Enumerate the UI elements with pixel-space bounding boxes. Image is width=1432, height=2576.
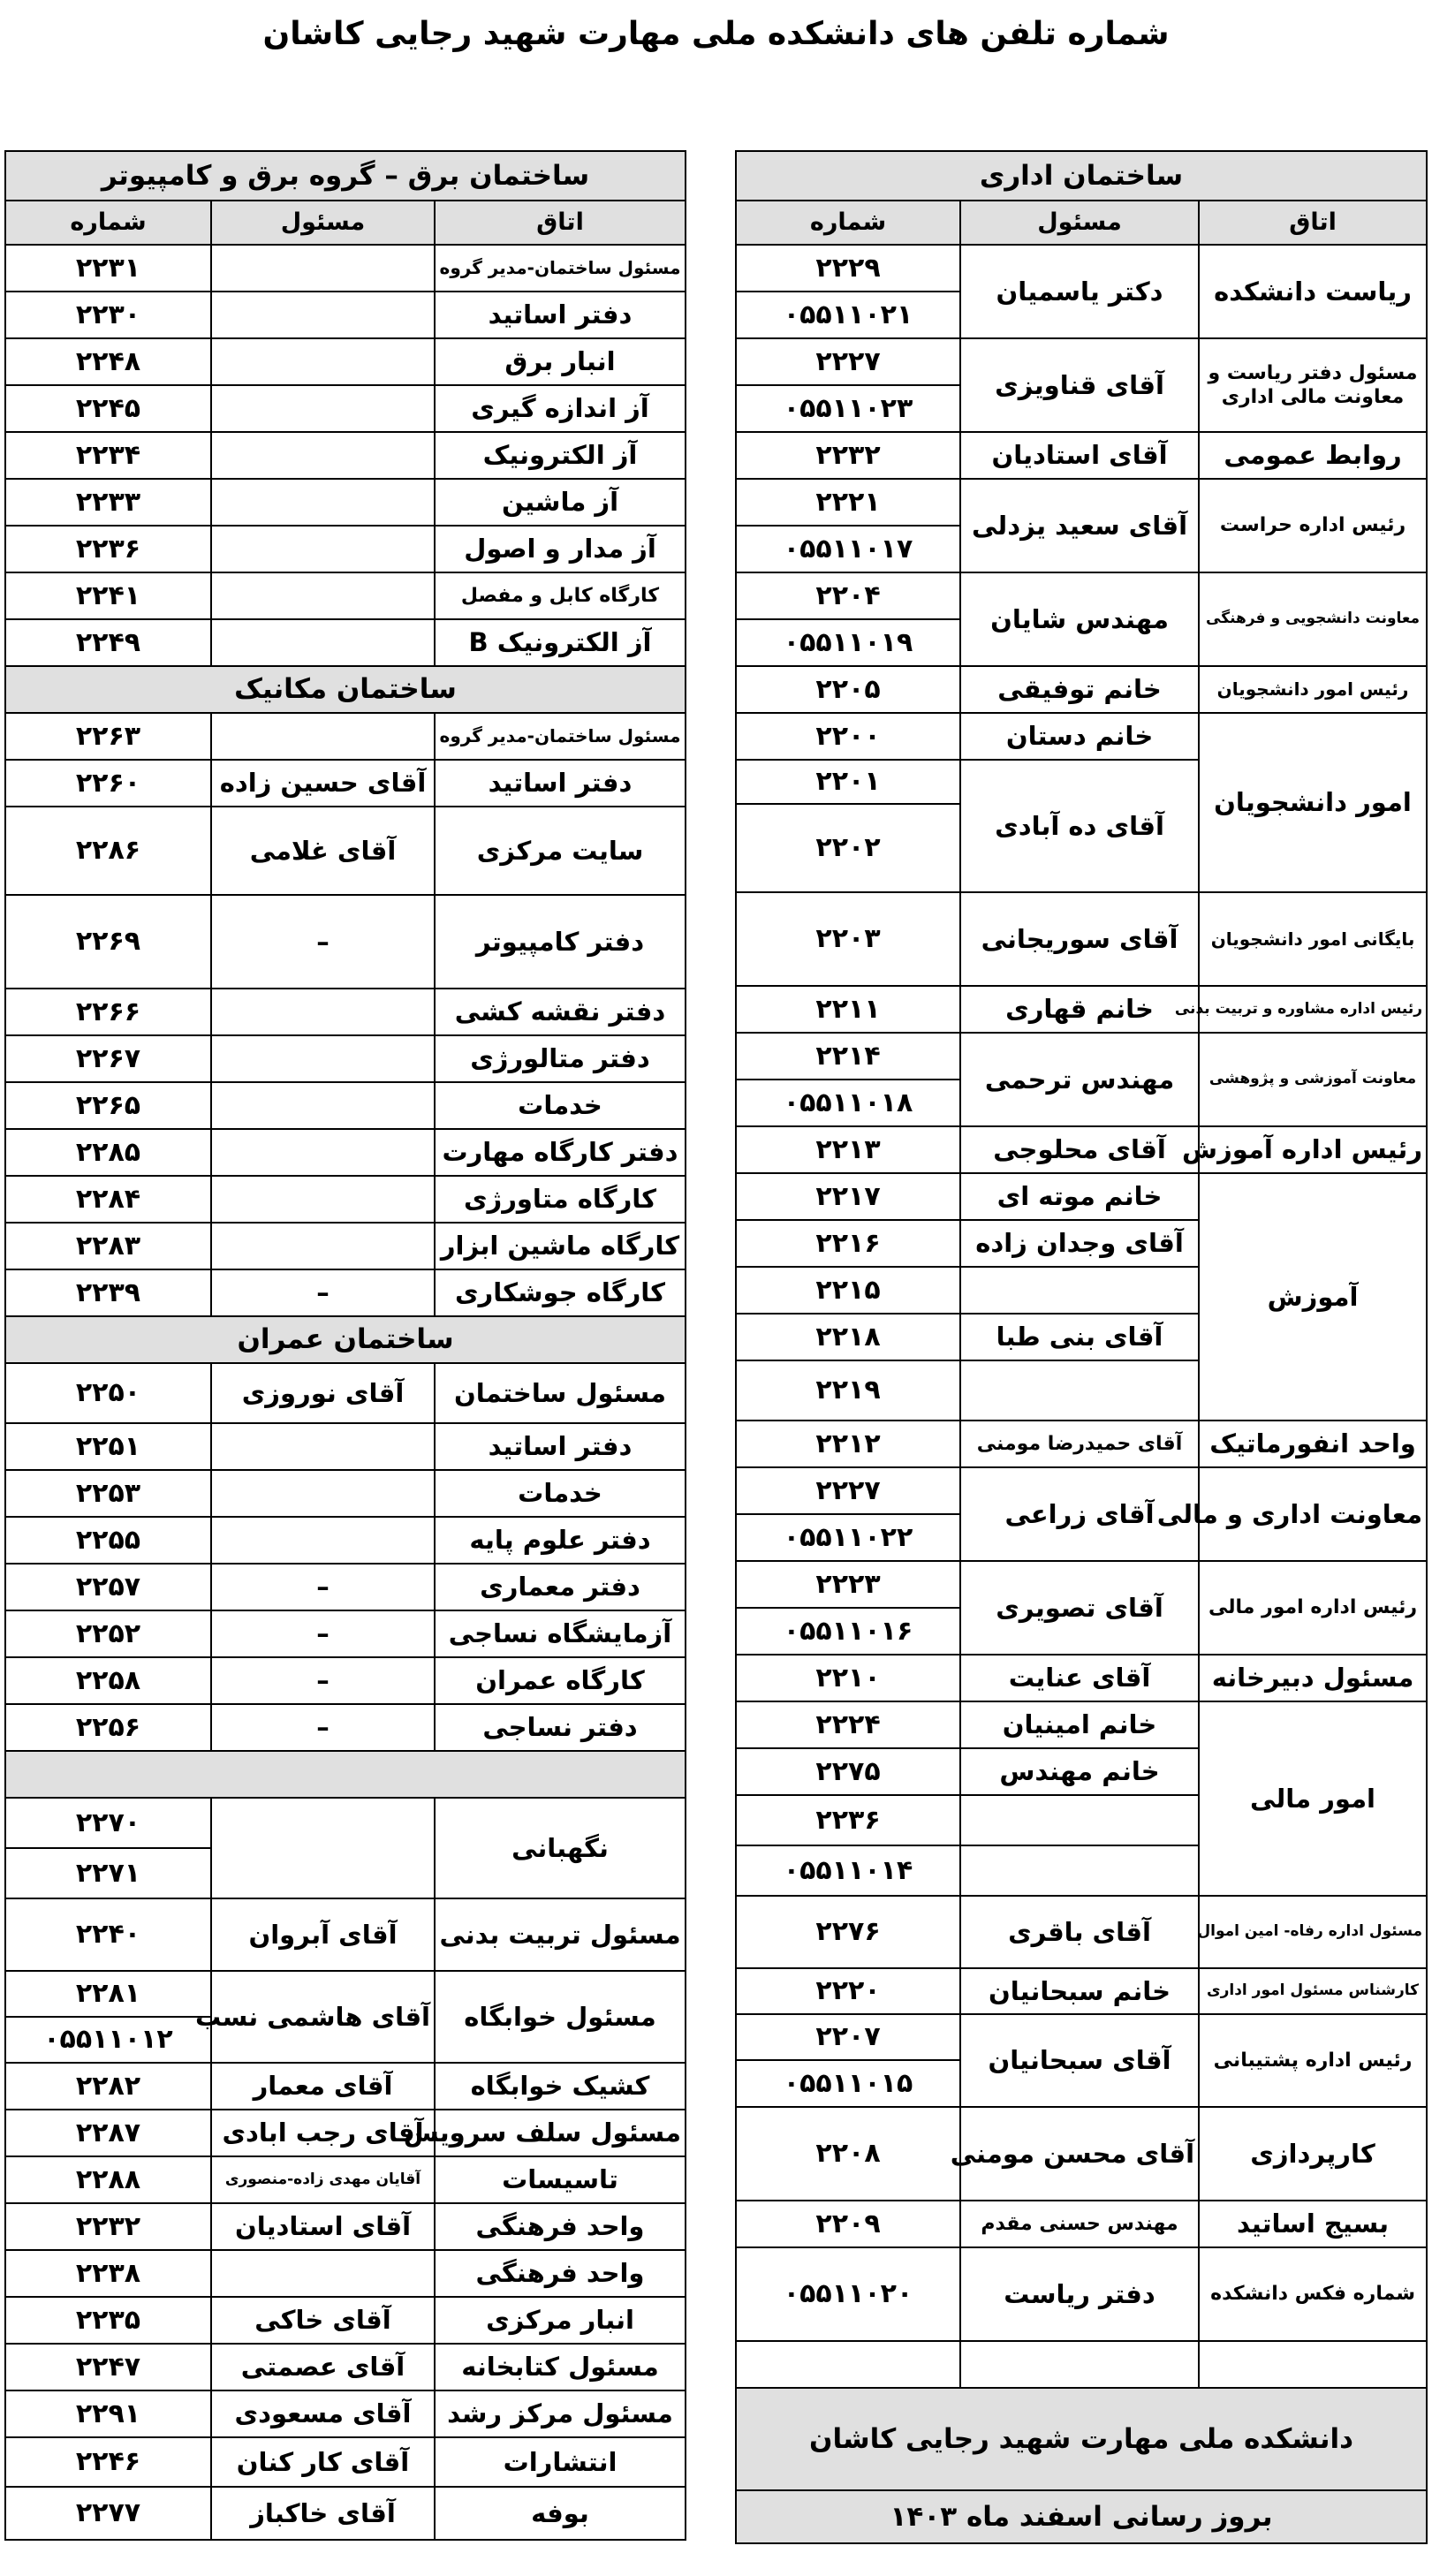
section-title-electrical: ساختمان برق – گروه برق و کامپیوتر	[5, 151, 686, 201]
room-cell: دفتر کامپیوتر	[435, 895, 686, 989]
page-title: شماره تلفن های دانشکده ملی مهارت شهید رجایی کاشان	[262, 16, 1170, 52]
room-cell: دفتر اساتید	[435, 760, 686, 807]
header-number: شماره	[736, 201, 960, 245]
person-cell: آقای تصویری	[960, 1561, 1199, 1655]
phone-number: ۲۲۰۲	[736, 804, 960, 892]
phone-number: ۲۲۳۴	[5, 432, 211, 479]
person-cell	[211, 526, 435, 572]
person-cell: آقای وجدان زاده	[960, 1220, 1199, 1267]
phone-number: ۲۲۰۰	[736, 713, 960, 760]
room-cell: رئیس اداره پشتیبانی	[1199, 2014, 1427, 2107]
phone-number: ۲۲۳۶	[736, 1795, 960, 1845]
phone-number: ۲۲۵۵	[5, 1517, 211, 1564]
person-cell: آقای محلوجی	[960, 1126, 1199, 1173]
room-cell: معاونت دانشجویی و فرهنگی	[1199, 572, 1427, 666]
room-cell: مسئول تربیت بدنی	[435, 1898, 686, 1971]
update-date-footer: بروز رسانی اسفند ماه ۱۴۰۳	[736, 2490, 1427, 2543]
phone-number: ۲۲۸۱	[5, 1971, 211, 2017]
empty-cell	[1199, 2341, 1427, 2388]
phone-number: ۲۲۱۳	[736, 1126, 960, 1173]
room-cell: انبار برق	[435, 338, 686, 385]
section-title-administrative: ساختمان اداری	[736, 151, 1427, 201]
phone-number: ۲۲۰۴	[736, 572, 960, 619]
person-cell	[211, 245, 435, 292]
phone-number: ۲۲۵۸	[5, 1657, 211, 1704]
phone-number: ۲۲۱۷	[736, 1173, 960, 1220]
person-cell: آقای مسعودی	[211, 2390, 435, 2437]
room-cell: دفتر نقشه کشی	[435, 989, 686, 1035]
room-cell: سایت مرکزی	[435, 807, 686, 895]
person-cell	[211, 1176, 435, 1223]
person-cell: آقای هاشمی نسب	[211, 1971, 435, 2063]
person-cell	[211, 1223, 435, 1269]
phone-number: ۲۲۲۷	[736, 338, 960, 385]
left-directory-table	[4, 150, 686, 2541]
room-cell: کارشناس مسئول امور اداری	[1199, 1968, 1427, 2014]
phone-number: ۲۲۴۷	[5, 2344, 211, 2390]
phone-number: ۲۲۵۰	[5, 1363, 211, 1423]
person-cell	[211, 338, 435, 385]
person-cell: آقای عصمتی	[211, 2344, 435, 2390]
person-cell: مهندس ترحمی	[960, 1033, 1199, 1126]
phone-number: ۲۲۷۵	[736, 1748, 960, 1795]
room-cell: مسئول ساختمان-مدیر گروه	[435, 713, 686, 760]
person-cell: –	[211, 1564, 435, 1610]
phone-number: ۲۲۳۰	[5, 292, 211, 338]
room-cell: دفتر متالورژی	[435, 1035, 686, 1082]
person-cell	[960, 1845, 1199, 1896]
phone-number: ۲۲۴۵	[5, 385, 211, 432]
person-cell: –	[211, 1610, 435, 1657]
phone-number: ۲۲۴۰	[5, 1898, 211, 1971]
person-cell: آقای عنایت	[960, 1655, 1199, 1701]
room-cell: نگهبانی	[435, 1798, 686, 1898]
phone-number: ۲۲۶۵	[5, 1082, 211, 1129]
person-cell: دفتر ریاست	[960, 2247, 1199, 2341]
person-cell	[960, 1267, 1199, 1314]
room-cell: مسئول ساختمان	[435, 1363, 686, 1423]
phone-number: ۲۲۲۴	[736, 1701, 960, 1748]
person-cell: آقای غلامی	[211, 807, 435, 895]
room-cell: مسئول ساختمان-مدیر گروه	[435, 245, 686, 292]
person-cell	[211, 1423, 435, 1470]
phone-number: ۲۲۲۰	[736, 1968, 960, 2014]
header-number: شماره	[5, 201, 211, 245]
person-cell: آقای محسن مومنی	[960, 2107, 1199, 2201]
person-cell: آقای استادیان	[960, 432, 1199, 479]
person-cell: خانم دستان	[960, 713, 1199, 760]
room-cell: شماره فکس دانشکده	[1199, 2247, 1427, 2341]
phone-number: ۲۲۵۶	[5, 1704, 211, 1751]
room-cell: بسیج اساتید	[1199, 2201, 1427, 2247]
phone-number: ۲۲۰۹	[736, 2201, 960, 2247]
room-cell: واحد فرهنگی	[435, 2203, 686, 2250]
person-cell: مهندس حسنی مقدم	[960, 2201, 1199, 2247]
person-cell	[211, 1129, 435, 1176]
person-cell	[211, 1470, 435, 1517]
person-cell	[211, 432, 435, 479]
phone-number: ۲۲۸۳	[5, 1223, 211, 1269]
person-cell: خانم سبحانیان	[960, 1968, 1199, 2014]
person-cell: –	[211, 1269, 435, 1316]
room-cell: رئیس امور دانشجویان	[1199, 666, 1427, 713]
room-cell: کارگاه متاورژی	[435, 1176, 686, 1223]
person-cell: –	[211, 1704, 435, 1751]
person-cell	[211, 1035, 435, 1082]
phone-number: ۲۲۲۷	[736, 1467, 960, 1514]
phone-number: ۲۲۱۶	[736, 1220, 960, 1267]
person-cell	[960, 1795, 1199, 1845]
room-cell: واحد فرهنگی	[435, 2250, 686, 2297]
room-cell: دفتر نساجی	[435, 1704, 686, 1751]
room-cell: مسئول مرکز رشد	[435, 2390, 686, 2437]
person-cell: آقای حمیدرضا مومنی	[960, 1421, 1199, 1467]
room-cell: تاسیسات	[435, 2156, 686, 2203]
phone-number: ۲۲۳۸	[5, 2250, 211, 2297]
phone-number: ۲۲۱۵	[736, 1267, 960, 1314]
phone-number: ۲۲۱۹	[736, 1360, 960, 1421]
phone-number: ۲۲۱۸	[736, 1314, 960, 1360]
room-cell: دفتر علوم پایه	[435, 1517, 686, 1564]
phone-number: ۲۲۵۷	[5, 1564, 211, 1610]
phone-number: ۲۲۳۲	[5, 2203, 211, 2250]
phone-number: ۲۲۳۹	[5, 1269, 211, 1316]
room-cell: آز مدار و اصول	[435, 526, 686, 572]
college-name-footer: دانشکده ملی مهارت شهید رجایی کاشان	[736, 2388, 1427, 2490]
room-cell: واحد انفورماتیک	[1199, 1421, 1427, 1467]
phone-number: ۰۵۵۱۱۰۲۰	[736, 2247, 960, 2341]
room-cell: امور دانشجویان	[1199, 713, 1427, 892]
phone-number: ۲۲۵۲	[5, 1610, 211, 1657]
phone-number: ۲۲۷۷	[5, 2487, 211, 2540]
room-cell: ریاست دانشکده	[1199, 245, 1427, 338]
person-cell: –	[211, 1657, 435, 1704]
room-cell: آموزش	[1199, 1173, 1427, 1421]
phone-number: ۲۲۱۲	[736, 1421, 960, 1467]
room-cell: آز الکترونیک	[435, 432, 686, 479]
person-cell: آقای کار کنان	[211, 2437, 435, 2487]
room-cell: کارگاه کابل و مفصل	[435, 572, 686, 619]
header-room: اتاق	[435, 201, 686, 245]
person-cell: خانم توفیقی	[960, 666, 1199, 713]
empty-cell	[960, 2341, 1199, 2388]
phone-number: ۲۲۶۶	[5, 989, 211, 1035]
room-cell: کارگاه جوشکاری	[435, 1269, 686, 1316]
section-title-civil: ساختمان عمران	[5, 1316, 686, 1363]
phone-number: ۲۲۶۰	[5, 760, 211, 807]
person-cell	[960, 1360, 1199, 1421]
phone-number: ۲۲۰۱	[736, 760, 960, 804]
person-cell	[211, 989, 435, 1035]
header-person: مسئول	[960, 201, 1199, 245]
phone-number: ۲۲۷۶	[736, 1896, 960, 1968]
phone-number: ۲۲۱۰	[736, 1655, 960, 1701]
phone-number: ۲۲۳۲	[736, 432, 960, 479]
person-cell	[211, 479, 435, 526]
person-cell: آقای سوریجانی	[960, 892, 1199, 986]
phone-number: ۲۲۳۱	[5, 245, 211, 292]
person-cell	[211, 1517, 435, 1564]
room-cell: آز الکترونیک B	[435, 619, 686, 666]
person-cell	[211, 572, 435, 619]
person-cell: آقای بنی طبا	[960, 1314, 1199, 1360]
person-cell: آقای معمار	[211, 2063, 435, 2110]
person-cell: مهندس شایان	[960, 572, 1199, 666]
phone-number: ۲۲۱۱	[736, 986, 960, 1033]
room-cell: مسئول کتابخانه	[435, 2344, 686, 2390]
person-cell	[211, 1798, 435, 1898]
person-cell: آقای قناویزی	[960, 338, 1199, 432]
room-cell: آز ماشین	[435, 479, 686, 526]
empty-cell	[736, 2341, 960, 2388]
room-cell: دفتر معماری	[435, 1564, 686, 1610]
person-cell: آقای استادیان	[211, 2203, 435, 2250]
phone-number: ۲۲۲۹	[736, 245, 960, 292]
phone-number: ۲۲۶۷	[5, 1035, 211, 1082]
section-title-mechanical: ساختمان مکانیک	[5, 666, 686, 713]
room-cell: خدمات	[435, 1082, 686, 1129]
room-cell: معاونت اداری و مالی	[1199, 1467, 1427, 1561]
person-cell	[211, 619, 435, 666]
room-cell: مسئول دفتر ریاست و معاونت مالی اداری	[1199, 338, 1427, 432]
phone-number: ۲۲۴۸	[5, 338, 211, 385]
person-cell: آقای خاکی	[211, 2297, 435, 2344]
phone-number: ۲۲۸۲	[5, 2063, 211, 2110]
room-cell: بوفه	[435, 2487, 686, 2540]
phone-number: ۲۲۳۳	[5, 479, 211, 526]
person-cell: خانم موته ای	[960, 1173, 1199, 1220]
person-cell: آقایان مهدی زاده-منصوری	[211, 2156, 435, 2203]
room-cell: مسئول اداره رفاه- امین اموال	[1199, 1896, 1427, 1968]
room-cell: بایگانی امور دانشجویان	[1199, 892, 1427, 986]
person-cell	[211, 1082, 435, 1129]
phone-number: ۰۵۵۱۱۰۱۹	[736, 619, 960, 666]
room-cell: کشیک خوابگاه	[435, 2063, 686, 2110]
room-cell: مسئول خوابگاه	[435, 1971, 686, 2063]
right-directory-table	[735, 150, 1428, 2544]
phone-number: ۲۲۳۶	[5, 526, 211, 572]
person-cell: آقای نوروزی	[211, 1363, 435, 1423]
person-cell: دکتر یاسمیان	[960, 245, 1199, 338]
phone-number: ۰۵۵۱۱۰۱۵	[736, 2060, 960, 2107]
person-cell: آقای سبحانیان	[960, 2014, 1199, 2107]
phone-number: ۲۲۸۷	[5, 2110, 211, 2156]
room-cell: کارگاه عمران	[435, 1657, 686, 1704]
room-cell: مسئول سلف سرویس	[435, 2110, 686, 2156]
phone-number: ۰۵۵۱۱۰۱۲	[5, 2017, 211, 2063]
person-cell: خانم امینیان	[960, 1701, 1199, 1748]
room-cell: کارپردازی	[1199, 2107, 1427, 2201]
phone-number: ۲۲۰۳	[736, 892, 960, 986]
person-cell: آقای خاکباز	[211, 2487, 435, 2540]
phone-number: ۲۲۶۳	[5, 713, 211, 760]
person-cell	[211, 292, 435, 338]
phone-number: ۰۵۵۱۱۰۲۳	[736, 385, 960, 432]
phone-number: ۰۵۵۱۱۰۱۶	[736, 1608, 960, 1655]
phone-number: ۲۲۸۴	[5, 1176, 211, 1223]
room-cell: دفتر کارگاه مهارت	[435, 1129, 686, 1176]
room-cell: آزمایشگاه نساجی	[435, 1610, 686, 1657]
phone-number: ۲۲۸۸	[5, 2156, 211, 2203]
room-cell: معاونت آموزشی و پژوهشی	[1199, 1033, 1427, 1126]
person-cell: آقای آبروان	[211, 1898, 435, 1971]
phone-number: ۲۲۰۸	[736, 2107, 960, 2201]
phone-number: ۲۲۵۳	[5, 1470, 211, 1517]
table-gap	[685, 150, 735, 2571]
phone-number: ۲۲۵۱	[5, 1423, 211, 1470]
phone-number: ۲۲۷۱	[5, 1848, 211, 1898]
header-person: مسئول	[211, 201, 435, 245]
person-cell: خانم قهاری	[960, 986, 1199, 1033]
header-room: اتاق	[1199, 201, 1427, 245]
phone-number: ۲۲۰۷	[736, 2014, 960, 2060]
person-cell: آقای ده آبادی	[960, 760, 1199, 892]
person-cell	[211, 713, 435, 760]
phone-number: ۲۲۲۱	[736, 479, 960, 526]
room-cell: دفتر اساتید	[435, 1423, 686, 1470]
phone-number: ۰۵۵۱۱۰۱۷	[736, 526, 960, 572]
person-cell: –	[211, 895, 435, 989]
phone-number: ۲۲۳۵	[5, 2297, 211, 2344]
room-cell: امور مالی	[1199, 1701, 1427, 1896]
person-cell	[211, 385, 435, 432]
room-cell: خدمات	[435, 1470, 686, 1517]
phone-number: ۲۲۸۶	[5, 807, 211, 895]
person-cell: خانم مهندس	[960, 1748, 1199, 1795]
person-cell: آقای رجب ابادی	[211, 2110, 435, 2156]
phone-number: ۰۵۵۱۱۰۲۲	[736, 1514, 960, 1561]
phone-number: ۰۵۵۱۱۰۱۸	[736, 1080, 960, 1126]
room-cell: انبار مرکزی	[435, 2297, 686, 2344]
person-cell: آقای سعید یزدلی	[960, 479, 1199, 572]
phone-number: ۰۵۵۱۱۰۲۱	[736, 292, 960, 338]
phone-number: ۲۲۶۹	[5, 895, 211, 989]
person-cell	[211, 2250, 435, 2297]
room-cell: رئیس اداره مشاوره و تربیت بدنی	[1199, 986, 1427, 1033]
phone-number: ۲۲۹۱	[5, 2390, 211, 2437]
room-cell: دفتر اساتید	[435, 292, 686, 338]
person-cell: آقای باقری	[960, 1896, 1199, 1968]
room-cell: رئیس اداره امور مالی	[1199, 1561, 1427, 1655]
phone-number: ۲۲۱۴	[736, 1033, 960, 1080]
room-cell: روابط عمومی	[1199, 432, 1427, 479]
phone-number: ۲۲۴۹	[5, 619, 211, 666]
room-cell: مسئول دبیرخانه	[1199, 1655, 1427, 1701]
room-cell: رئیس اداره آموزش	[1199, 1126, 1427, 1173]
section-title-empty	[5, 1751, 686, 1798]
room-cell: کارگاه ماشین ابزار	[435, 1223, 686, 1269]
room-cell: رئیس اداره حراست	[1199, 479, 1427, 572]
phone-number: ۲۲۷۰	[5, 1798, 211, 1848]
phone-number: ۲۲۸۵	[5, 1129, 211, 1176]
phone-number: ۲۲۲۳	[736, 1561, 960, 1608]
person-cell: آقای زراعی	[960, 1467, 1199, 1561]
person-cell: آقای حسین زاده	[211, 760, 435, 807]
phone-number: ۲۲۴۱	[5, 572, 211, 619]
phone-number: ۲۲۴۶	[5, 2437, 211, 2487]
room-cell: آز اندازه گیری	[435, 385, 686, 432]
phone-number: ۲۲۰۵	[736, 666, 960, 713]
phone-number: ۰۵۵۱۱۰۱۴	[736, 1845, 960, 1896]
room-cell: انتشارات	[435, 2437, 686, 2487]
